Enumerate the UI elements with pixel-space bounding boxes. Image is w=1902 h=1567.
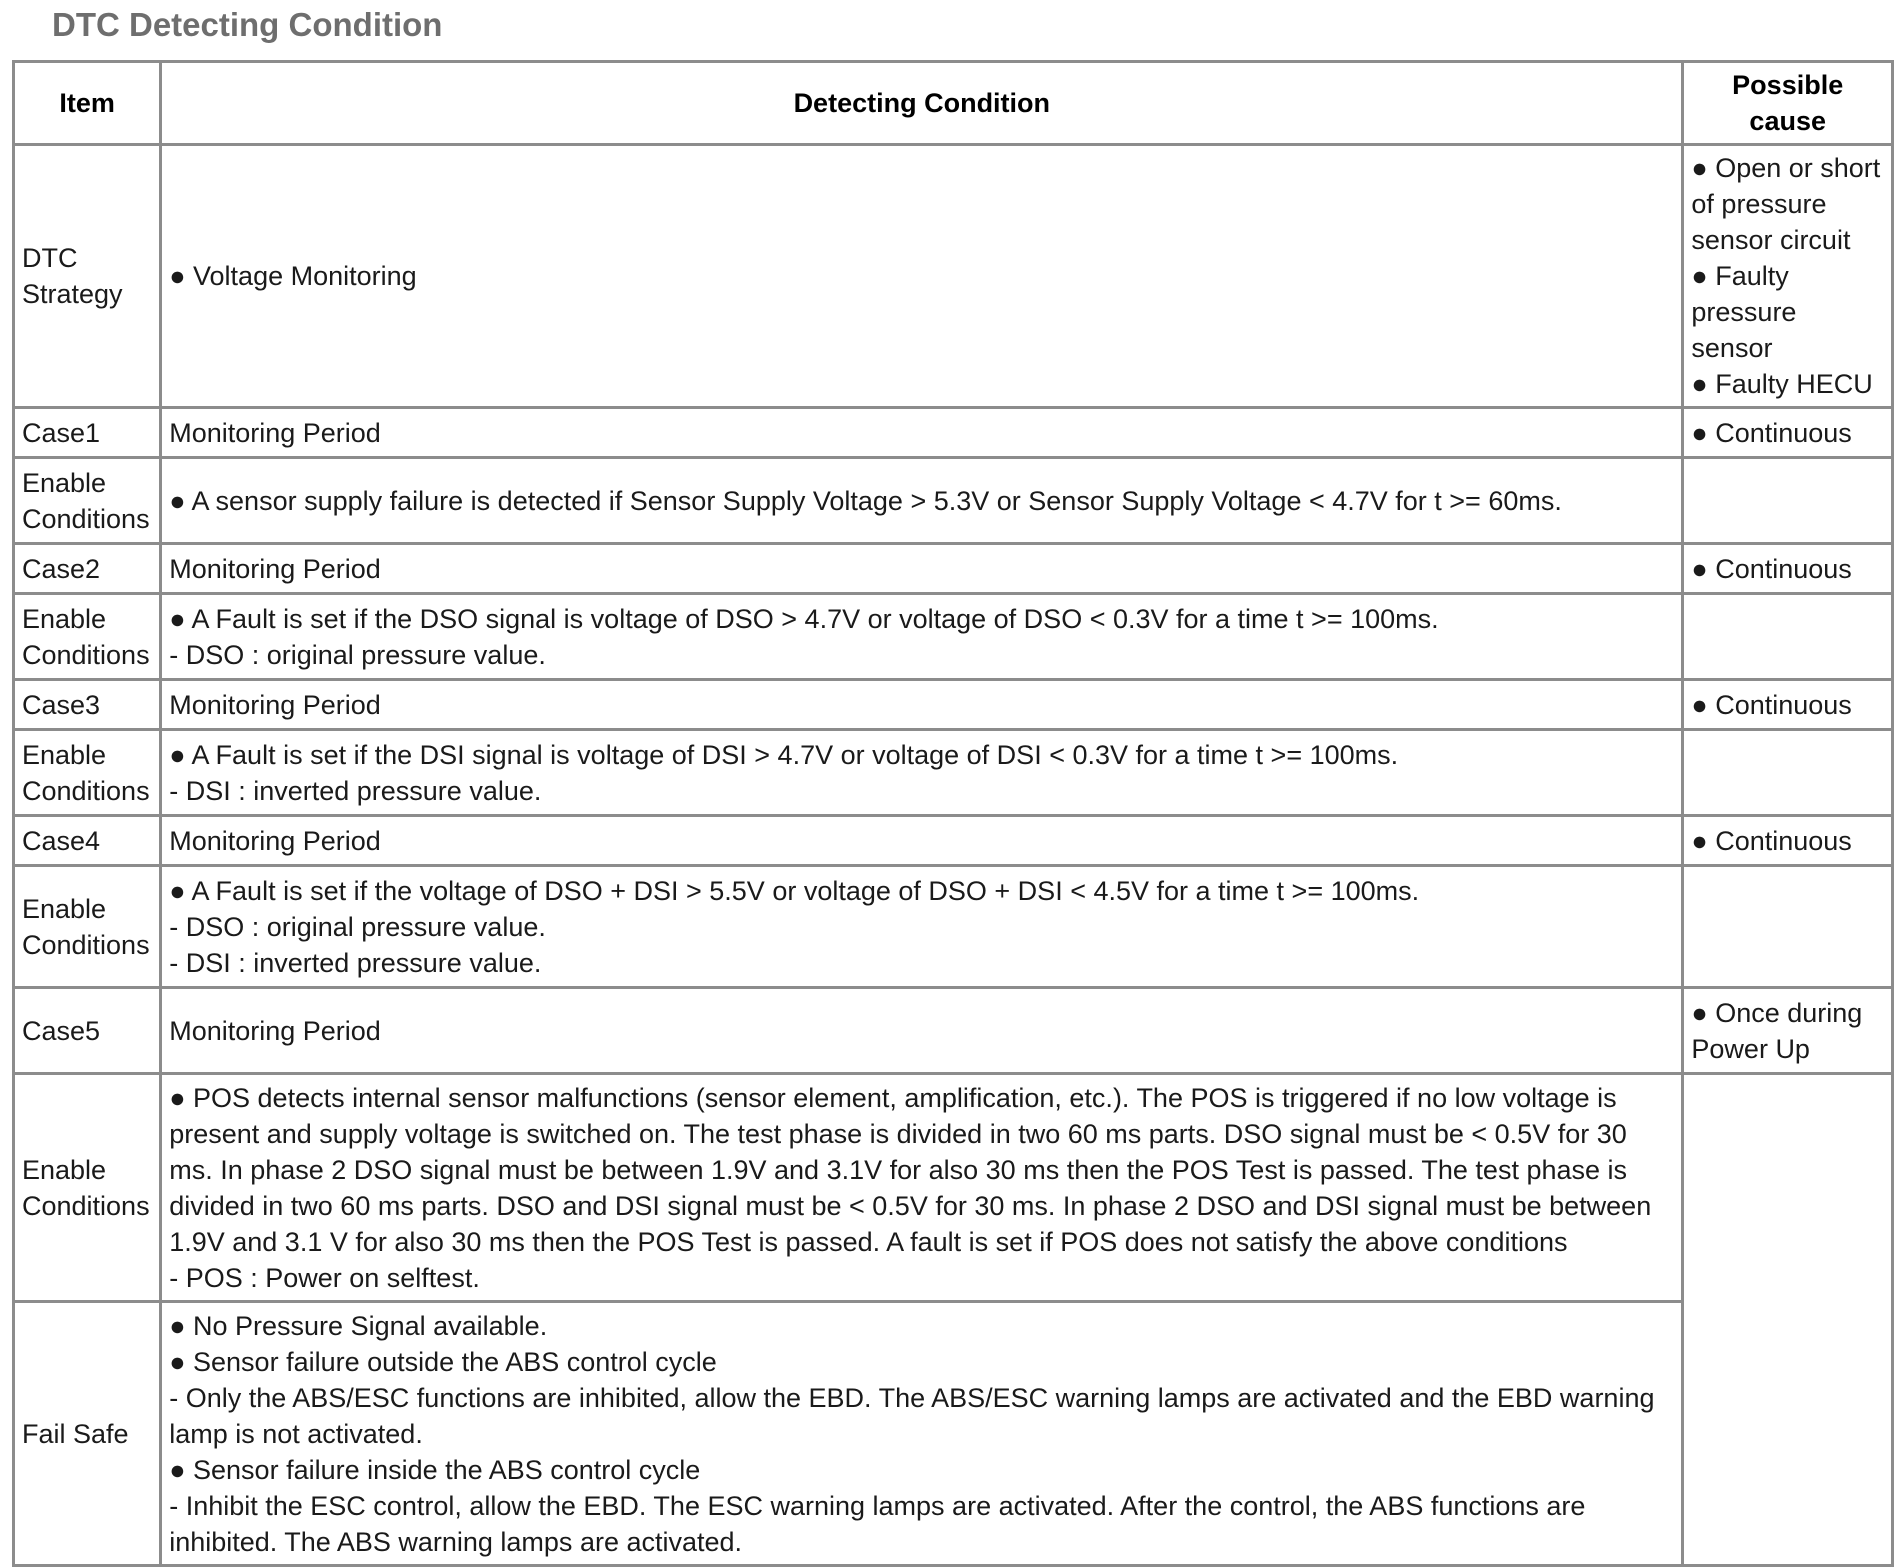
table-row [14, 730, 1893, 816]
item-cell: Enable Conditions [14, 458, 161, 544]
table-row [14, 816, 1893, 866]
table-row [14, 866, 1893, 988]
table-row [14, 1074, 1893, 1302]
cause-cell: ● Continuous [1683, 680, 1893, 730]
condition-line: - Only the ABS/ESC functions are inhibited, allow the EBD. The ABS/ESC warning lamps are activated and the EBD warning lamp is not activated. [169, 1382, 1655, 1449]
condition-line: - POS : Power on selftest. [169, 1262, 480, 1293]
condition-cell: ● Voltage Monitoring [161, 145, 1683, 408]
table-row [14, 594, 1893, 680]
condition-cell [161, 1074, 1683, 1302]
item-cell: Case2 [14, 544, 161, 594]
condition-line: - DSI : inverted pressure value. [169, 775, 542, 806]
item-cell: Case4 [14, 816, 161, 866]
table-row [14, 544, 1893, 594]
header-item: Item [14, 62, 161, 145]
page-title: DTC Detecting Condition [52, 6, 443, 43]
cause-line: ● Open or short of pressure sensor circuit [1691, 153, 1881, 255]
table-row [14, 458, 1893, 544]
item-cell: Enable Conditions [14, 866, 161, 988]
item-cell: Case3 [14, 680, 161, 730]
table-row [14, 988, 1893, 1074]
table-row [14, 1302, 1893, 1566]
cause-line: ● Faulty HECU [1691, 369, 1873, 399]
cause-cell [1683, 145, 1893, 408]
header-row [14, 62, 1893, 145]
table-row [14, 145, 1893, 408]
condition-cell [161, 866, 1683, 988]
condition-cell: Monitoring Period [161, 408, 1683, 458]
condition-cell: Monitoring Period [161, 544, 1683, 594]
condition-cell: Monitoring Period [161, 988, 1683, 1074]
condition-line: - DSO : original pressure value. [169, 639, 546, 670]
condition-line: ● POS detects internal sensor malfunctions (sensor element, amplification, etc.). The POS is triggered if no low voltage is present and supply voltage is switched on. The test phase is divided in two 60 ms parts. DSO signal must be < 0.5V for 30 ms. In phase 2 DSO signal must be between 1.9V and 3.1V for also 30 ms then the POS Test is passed. The test phase is divided in two 60 ms parts. DSO and DSI signal must be < 0.5V for 30 ms. In phase 2 DSO and DSI signal must be between 1.9V and 3.1 V for also 30 ms then the POS Test is passed. A fault is set if POS does not satisfy the above conditions [169, 1082, 1652, 1257]
cause-cell [1683, 730, 1893, 816]
condition-cell: Monitoring Period [161, 680, 1683, 730]
dtc-table [12, 60, 1894, 1567]
condition-line: ● A Fault is set if the DSO signal is voltage of DSO > 4.7V or voltage of DSO < 0.3V for a time t >= 100ms. [169, 603, 1439, 634]
item-cell: Fail Safe [14, 1302, 161, 1566]
item-cell: Case1 [14, 408, 161, 458]
condition-cell: Monitoring Period [161, 816, 1683, 866]
item-cell: Enable Conditions [14, 1074, 161, 1302]
cause-cell: ● Once during Power Up [1683, 988, 1893, 1074]
condition-line: - DSI : inverted pressure value. [169, 947, 542, 978]
condition-line: ● Sensor failure inside the ABS control cycle [169, 1454, 701, 1485]
item-cell: DTC Strategy [14, 145, 161, 408]
header-cause: Possible cause [1683, 62, 1893, 145]
condition-cell [161, 458, 1683, 544]
cause-line: ● Faulty pressure sensor [1691, 261, 1797, 363]
header-condition: Detecting Condition [161, 62, 1683, 145]
condition-line: ● A sensor supply failure is detected if Sensor Supply Voltage > 5.3V or Sensor Supply Voltage < 4.7V for t >= 60ms. [169, 485, 1562, 516]
condition-line: ● Sensor failure outside the ABS control cycle [169, 1346, 717, 1377]
condition-line: ● No Pressure Signal available. [169, 1310, 548, 1341]
condition-cell [161, 730, 1683, 816]
table-row [14, 680, 1893, 730]
condition-line: - DSO : original pressure value. [169, 911, 546, 942]
cause-cell: ● Continuous [1683, 408, 1893, 458]
cause-cell: ● Continuous [1683, 544, 1893, 594]
cause-cell [1683, 458, 1893, 544]
item-cell: Case5 [14, 988, 161, 1074]
condition-line: ● A Fault is set if the DSI signal is voltage of DSI > 4.7V or voltage of DSI < 0.3V for a time t >= 100ms. [169, 739, 1399, 770]
cause-cell: ● Continuous [1683, 816, 1893, 866]
table-row [14, 408, 1893, 458]
condition-cell [161, 594, 1683, 680]
cause-cell [1683, 594, 1893, 680]
item-cell: Enable Conditions [14, 594, 161, 680]
cause-cell [1683, 1074, 1893, 1566]
condition-line: ● A Fault is set if the voltage of DSO + DSI > 5.5V or voltage of DSO + DSI < 4.5V for a time t >= 100ms. [169, 875, 1420, 906]
cause-cell [1683, 866, 1893, 988]
condition-cell [161, 1302, 1683, 1566]
condition-line: - Inhibit the ESC control, allow the EBD. The ESC warning lamps are activated. After the control, the ABS functions are inhibited. The ABS warning lamps are activated. [169, 1490, 1586, 1557]
item-cell: Enable Conditions [14, 730, 161, 816]
